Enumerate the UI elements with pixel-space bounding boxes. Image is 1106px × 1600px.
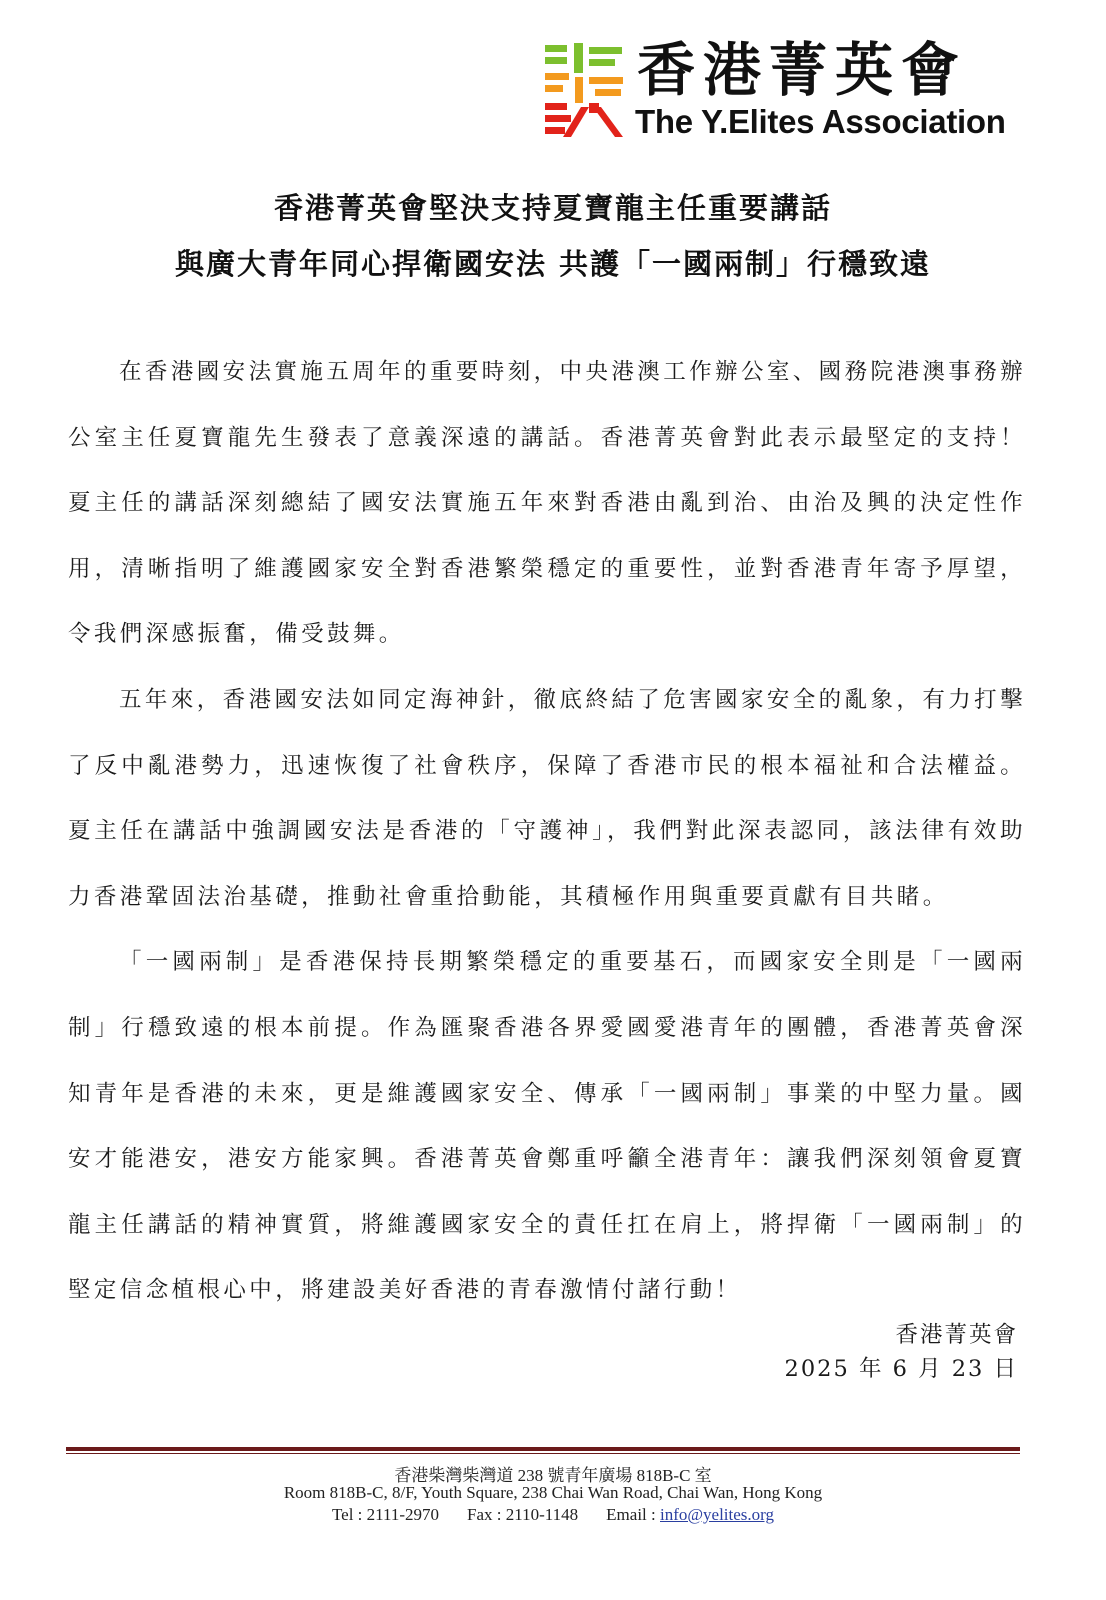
paragraph: 五年來，香港國安法如同定海神針，徹底終結了危害國家安全的亂象，有力打擊了反中亂港勢力，迅速恢復了社會秩序，保障了香港市民的根本福祉和合法權益。夏主任在講話中強調國安法是香港的「守護神」，我們對此深表認同，該法律有效助力香港鞏固法治基礎，推動社會重拾動能，其積極作用與重要貢獻有目共睹。 xyxy=(68,686,1026,910)
letter-body xyxy=(68,340,1026,1324)
association-logo xyxy=(545,36,1006,145)
footer-email-label: Email : xyxy=(606,1505,656,1524)
footer-address-chinese: 香港柴灣柴灣道 238 號青年廣場 818B-C 室 xyxy=(394,1466,712,1485)
logo-english-name: The Y.Elites Association xyxy=(635,103,1006,140)
logo-chinese-name: 香港菁英會 xyxy=(637,36,968,104)
signature-organization: 香港菁英會 xyxy=(895,1322,1018,1348)
signature-date: 2025 年 6 月 23 日 xyxy=(784,1356,1018,1382)
footer-divider xyxy=(66,1447,1020,1451)
paragraph: 在香港國安法實施五周年的重要時刻，中央港澳工作辦公室、國務院港澳事務辦公室主任夏寶龍先生發表了意義深遠的講話。香港菁英會對此表示最堅定的支持！夏主任的講話深刻總結了國安法實施五年來對香港由亂到治、由治及興的決定性作用，清晰指明了維護國家安全對香港繁榮穩定的重要性，並對香港青年寄予厚望，令我們深感振奮，備受鼓舞。 xyxy=(68,359,1026,648)
footer-divider-thin xyxy=(66,1453,1020,1454)
footer-fax: Fax : 2110-1148 xyxy=(467,1505,579,1524)
footer-contact-line xyxy=(0,1505,1106,1525)
paragraph: 「一國兩制」是香港保持長期繁榮穩定的重要基石，而國家安全則是「一國兩制」行穩致遠的根本前提。作為匯聚香港各界愛國愛港青年的團體，香港菁英會深知青年是香港的未來，更是維護國家安全、傳承「一國兩制」事業的中堅力量。國安才能港安，港安方能家興。香港菁英會鄭重呼籲全港青年：讓我們深刻領會夏寶龍主任講話的精神實質，將維護國家安全的責任扛在肩上，將捍衛「一國兩制」的堅定信念植根心中，將建設美好香港的青春激情付諸行動！ xyxy=(68,949,1026,1304)
footer-address-english: Room 818B-C, 8/F, Youth Square, 238 Chai Wan Road, Chai Wan, Hong Kong xyxy=(283,1483,823,1502)
logo-emblem-icon xyxy=(545,43,625,139)
title-line-2: 與廣大青年同心捍衛國安法 共護「一國兩制」行穩致遠 xyxy=(174,247,932,281)
footer-tel: Tel : 2111-2970 xyxy=(331,1505,440,1524)
footer-email-link[interactable]: info@yelites.org xyxy=(660,1505,775,1524)
title-line-1: 香港菁英會堅決支持夏寶龍主任重要講話 xyxy=(273,191,832,225)
